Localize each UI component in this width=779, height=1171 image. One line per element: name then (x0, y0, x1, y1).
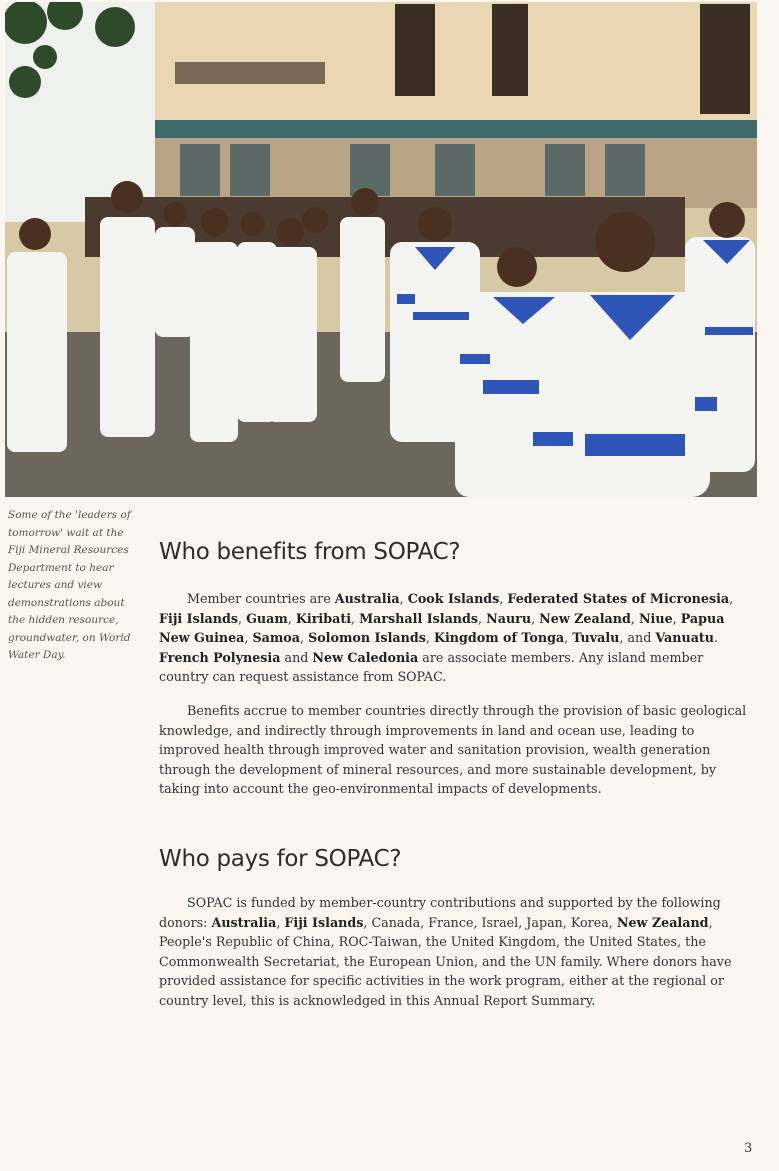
bold-term: Australia (211, 914, 277, 930)
heading-who-benefits: Who benefits from SOPAC? (159, 539, 461, 565)
bold-term: Niue (638, 610, 673, 626)
bold-term: Tuvalu (572, 630, 620, 646)
students-photo (5, 2, 757, 497)
bold-term: Kingdom of Tonga (433, 630, 565, 646)
bold-term: Nauru (486, 610, 532, 626)
bold-term: Vanuatu (655, 630, 715, 646)
bold-term: New Zealand (616, 914, 709, 930)
page-number: 3 (744, 1141, 753, 1156)
bold-term: Cook Islands (407, 591, 500, 606)
bold-term: Guam (246, 610, 288, 626)
bold-term: Federated States of Micronesia (507, 591, 730, 606)
bold-term: Fiji Islands (284, 914, 364, 930)
photo-caption: Some of the 'leaders of tomorrow' wait at the Fiji Mineral Resources Department to hear lectures and view demonstrations about the hidden resource, groundwater, on World Water Day. (8, 509, 131, 661)
bold-term: Kiribati (295, 610, 352, 626)
bold-term: Marshall Islands (359, 610, 479, 626)
funding-paragraph: SOPAC is funded by member-country contributions and supported by the following donors: Australia, Fiji Islands, Canada, France, Israel, Japan, Korea, New Zealand, People's Republic of China, ROC-Taiwan, the United Kingdom, the United States, the Commonwealth Secretariat, the European Union, and the UN family. Where donors have provided assistance for specific activities in the work program, either at the regional or country level, this is acknowledged in this Annual Report Summary. (159, 895, 732, 1008)
member-countries-paragraph: Member countries are Australia, Cook Islands, Federated States of Micronesia, Fiji Islands, Guam, Kiribati, Marshall Islands, Nauru, New Zealand, Niue, Papua New Guinea, Samoa, Solomon Islands, Kingdom of Tonga, Tuvalu, and Vanuatu. French Polynesia and New Caledonia are associate members. Any island member country can request assistance from SOPAC. (159, 591, 734, 685)
heading-who-pays: Who pays for SOPAC? (159, 846, 402, 872)
bold-term: Samoa (252, 630, 300, 646)
bold-term: Fiji Islands (159, 610, 239, 626)
bold-term: New Zealand (539, 610, 631, 626)
bold-term: New Caledonia (312, 649, 419, 665)
benefits-paragraph: Benefits accrue to member countries directly through the provision of basic geological knowledge, and indirectly through improvements in land and ocean use, leading to improved health through improved water and sanitation provision, wealth generation through the development of mineral resources, and more sustainable development, by taking into account the geo-environmental impacts of developments. (159, 703, 747, 797)
bold-term: Solomon Islands (308, 630, 426, 646)
bold-term: Papua New Guinea (159, 610, 725, 646)
bold-term: French Polynesia (159, 649, 281, 665)
bold-term: Australia (334, 591, 400, 606)
